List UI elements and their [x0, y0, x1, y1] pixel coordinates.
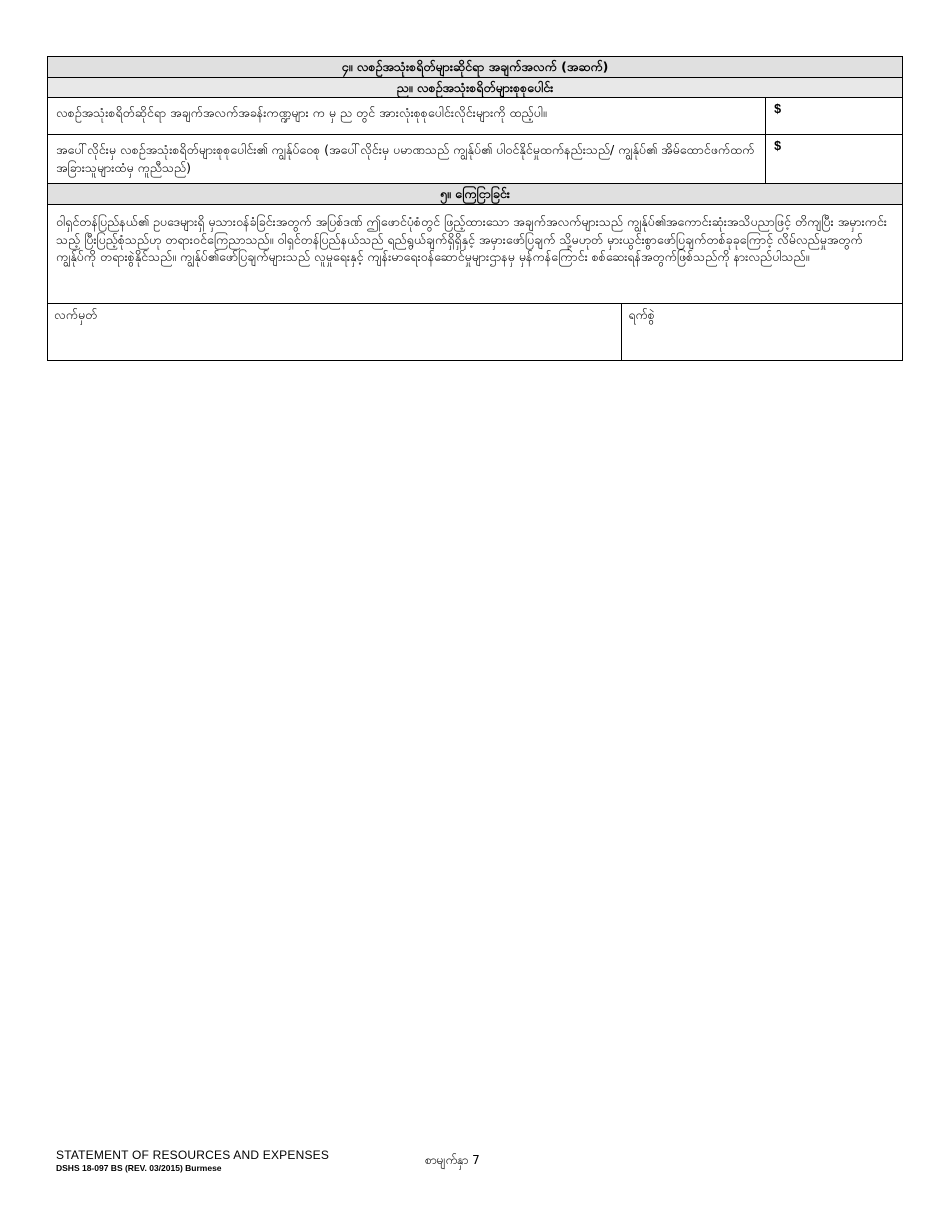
page-number: စာမျက်နှာ 7	[425, 1153, 480, 1167]
footer	[56, 1148, 329, 1173]
signature-field[interactable]	[48, 304, 622, 361]
date-label: ရက်စွဲ	[628, 307, 655, 322]
total-expenses-amount-field[interactable]	[766, 98, 903, 135]
certification-text: ဝါရှင်တန်ပြည်နယ်၏ ဥပဒေများရှိ မှသားဝန်ခံခြင်းအတွက် အပြစ်ဒဏ် ဤဖောင်ပုံစံတွင် ဖြည့်ထားသော အချက်အလက်များသည် ကျွန်ုပ်၏အကောင်းဆုံးအသိပညာဖြင့် တိကျပြီး အမှားကင်းသည့် ပြီးပြည့်စုံသည်ဟု တရားဝင်ကြေညာသည်။ ဝါရှင်တန်ပြည်နယ်သည် ရည်ရွယ်ချက်ရှိရှိနှင့် အမှားဖော်ပြချက် သို့မဟုတ် မှားယွင်းစွာဖော်ပြချက်တစ်ခုခုကြောင့် လိမ်လည်မှုအတွက် ကျွန်ုပ်ကို တရားစွဲနိုင်သည်။ ကျွန်ုပ်၏ဖော်ပြချက်များသည် လူမှုရေးနှင့် ကျန်းမာရေးဝန်ဆောင်မှုများဌာနမှ မှန်ကန်ကြောင်း စစ်ဆေးရန်အတွက်ဖြစ်သည်ကို နားလည်ပါသည်။	[48, 205, 903, 304]
total-expenses-label: လစဉ်အသုံးစရိတ်ဆိုင်ရာ အချက်အလက်အခန်းကဏ္ဍများ က မှ ည တွင် အားလုံးစုစုပေါင်းလိုင်းများကို ထည့်ပါ။	[48, 98, 766, 135]
form-code: DSHS 18-097 BS (REV. 03/2015) Burmese	[56, 1163, 222, 1173]
form-title: STATEMENT OF RESOURCES AND EXPENSES	[56, 1148, 330, 1162]
my-share-amount-field[interactable]	[766, 135, 903, 184]
section-4-title: ၄။ လစဉ်အသုံးစရိတ်များဆိုင်ရာ အချက်အလက် (အဆက်)	[48, 57, 903, 78]
signature-label: လက်မှတ်	[54, 307, 98, 322]
section-4-subtitle: ည။ လစဉ်အသုံးစရိတ်များစုစုပေါင်း	[48, 78, 903, 98]
dollar-sign: $	[774, 139, 782, 153]
dollar-sign: $	[774, 102, 782, 116]
resources-expenses-form	[47, 56, 903, 361]
date-field[interactable]	[622, 304, 903, 361]
my-share-expenses-label: အပေါ်လိုင်းမှ လစဉ်အသုံးစရိတ်များစုစုပေါင်း၏ ကျွန်ုပ်ဝေစု (အပေါ်လိုင်းမှ ပမာဏသည် ကျွန်ုပ်၏ ပါဝင်နိုင်မှုထက်နည်းသည်/ ကျွန်ုပ်၏ အိမ်ထောင်ဖက်ထက် အခြားသူများထံမှ ကူညီသည်)	[48, 135, 766, 184]
section-5-title: ၅။ ကြေငြာခြင်း	[48, 184, 903, 205]
